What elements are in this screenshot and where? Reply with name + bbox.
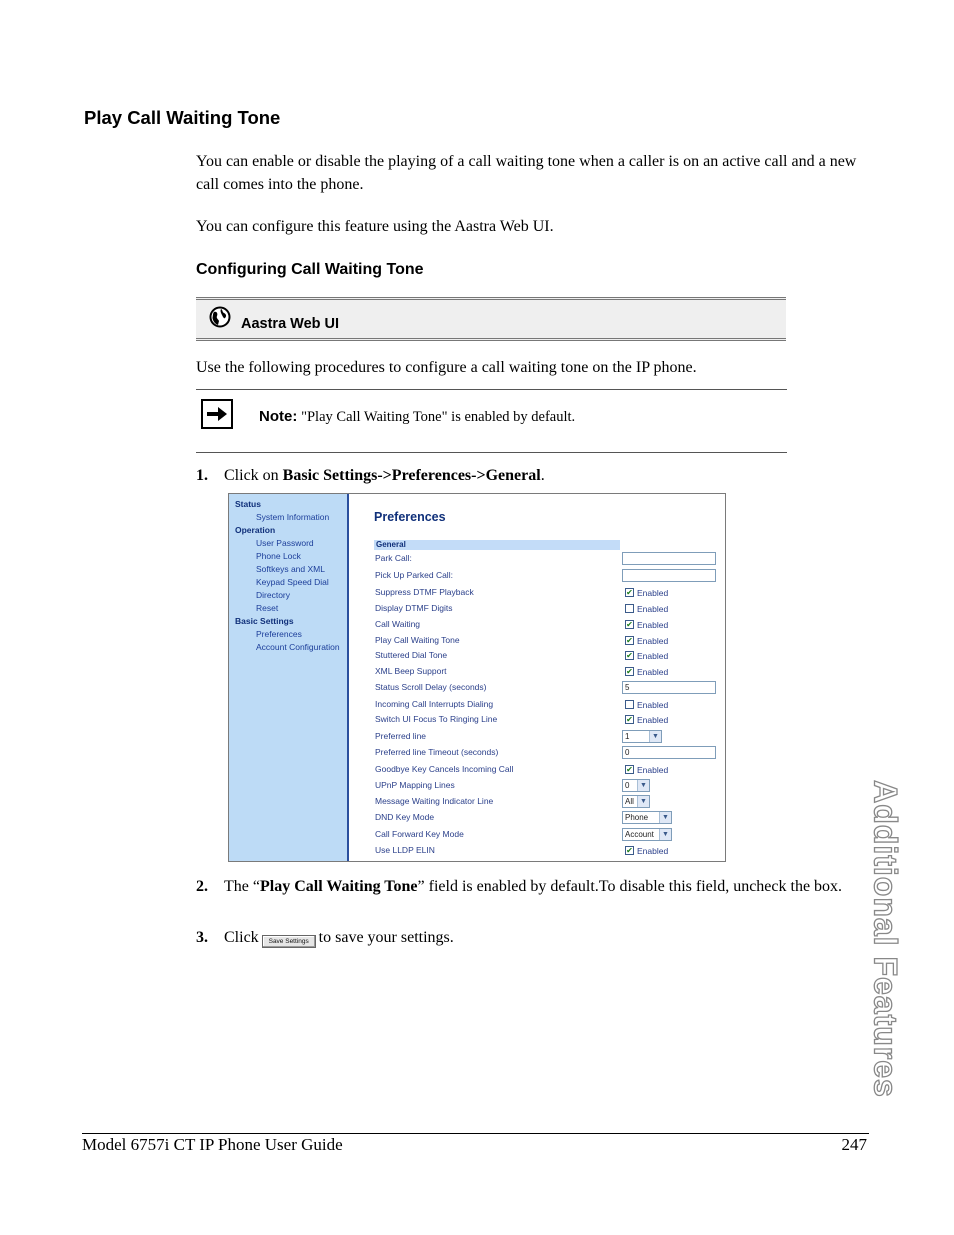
page-number: 247 — [841, 1135, 867, 1154]
sidebar-section: Operation — [235, 525, 276, 535]
setting-label: Park Call: — [375, 553, 412, 563]
step-1 — [196, 465, 876, 487]
chevron-down-icon[interactable]: ▼ — [659, 829, 671, 840]
setting-label: Message Waiting Indicator Line — [375, 796, 494, 806]
setting-dropdown[interactable] — [622, 795, 650, 808]
step-emphasis: Basic Settings->Preferences->General — [282, 467, 541, 484]
setting-label: Pick Up Parked Call: — [375, 570, 453, 580]
save-settings-button[interactable]: Save Settings — [262, 935, 316, 948]
setting-checkbox[interactable]: ✔ — [626, 651, 633, 660]
checkbox-label: Enabled — [637, 636, 669, 646]
webui-main — [349, 494, 725, 861]
config-paragraph: You can configure this feature using the Aastra Web UI. — [196, 218, 554, 235]
setting-label: Incoming Call Interrupts Dialing — [375, 699, 494, 709]
step-text: Click on — [224, 467, 283, 484]
setting-text-input[interactable] — [622, 569, 716, 582]
chevron-down-icon[interactable]: ▼ — [637, 780, 649, 791]
dropdown-value: 1 — [625, 732, 630, 741]
setting-checkbox[interactable]: ✔ — [626, 620, 633, 629]
setting-text-input[interactable] — [622, 552, 716, 565]
chapter-side-tab-label: Additional Features — [867, 780, 904, 1098]
step-emphasis: Play Call Waiting Tone — [259, 878, 418, 895]
setting-label: DND Key Mode — [375, 812, 435, 822]
step-number: 2. — [196, 878, 208, 895]
step-text: The “ — [224, 878, 260, 895]
checkbox-label: Enabled — [637, 700, 669, 710]
sidebar-section: Basic Settings — [235, 616, 294, 626]
step-2 — [196, 876, 876, 922]
setting-label: Call Forward Key Mode — [375, 829, 464, 839]
section-title: Play Call Waiting Tone — [84, 107, 281, 128]
sidebar-link[interactable]: Softkeys and XML — [256, 564, 325, 574]
setting-dropdown[interactable] — [622, 828, 672, 841]
chevron-down-icon[interactable]: ▼ — [649, 731, 661, 742]
step-text: ” field is enabled by default.To disable this field, uncheck the box. — [417, 878, 843, 895]
checkbox-label: Enabled — [637, 667, 669, 677]
footer-title: Model 6757i CT IP Phone User Guide — [82, 1135, 343, 1154]
step-3 — [196, 927, 876, 949]
setting-checkbox[interactable]: ✔ — [626, 588, 633, 597]
setting-checkbox[interactable]: ✔ — [626, 765, 633, 774]
webui-banner — [196, 297, 786, 341]
setting-label: Display DTMF Digits — [375, 603, 453, 613]
setting-label: UPnP Mapping Lines — [375, 780, 455, 790]
setting-dropdown[interactable] — [622, 779, 650, 792]
setting-label: Play Call Waiting Tone — [375, 635, 460, 645]
setting-label: Stuttered Dial Tone — [375, 650, 448, 660]
sidebar-section: Status — [235, 499, 261, 509]
sidebar-link[interactable]: System Information — [256, 512, 330, 522]
sidebar-link[interactable]: User Password — [256, 538, 314, 548]
webui-page-title: Preferences — [374, 510, 446, 524]
sidebar-link[interactable]: Keypad Speed Dial — [256, 577, 329, 587]
setting-label: Status Scroll Delay (seconds) — [375, 682, 487, 692]
step-number: 3. — [196, 929, 208, 946]
note-text: "Play Call Waiting Tone" is enabled by default. — [301, 409, 576, 425]
sidebar-link[interactable]: Directory — [256, 590, 291, 600]
setting-text-input[interactable]: 5 — [622, 681, 716, 694]
subsection-title: Configuring Call Waiting Tone — [196, 261, 424, 278]
step-number: 1. — [196, 467, 208, 484]
setting-label: Use LLDP ELIN — [375, 845, 435, 855]
checkbox-label: Enabled — [637, 651, 669, 661]
setting-checkbox[interactable]: ✔ — [626, 667, 633, 676]
procedure-intro: Use the following procedures to configure a call waiting tone on the IP phone. — [196, 359, 697, 376]
note-bottom-rule — [196, 452, 787, 453]
step-text: Click — [224, 929, 259, 946]
note-top-rule — [196, 389, 787, 390]
dropdown-value: Account — [625, 830, 654, 839]
intro-paragraph: You can enable or disable the playing of a call waiting tone when a caller is on an active call and a new call comes into the phone. — [196, 153, 857, 193]
checkbox-label: Enabled — [637, 604, 669, 614]
setting-text-input[interactable]: 0 — [622, 746, 716, 759]
setting-label: Switch UI Focus To Ringing Line — [375, 714, 498, 724]
checkbox-label: Enabled — [637, 715, 669, 725]
chevron-down-icon[interactable]: ▼ — [659, 812, 671, 823]
setting-dropdown[interactable] — [622, 730, 662, 743]
chapter-side-tab — [860, 769, 910, 1109]
dropdown-value: 0 — [625, 781, 630, 790]
webui-sidebar — [229, 494, 349, 861]
note — [259, 408, 575, 426]
step-text: . — [540, 467, 545, 484]
setting-label: Goodbye Key Cancels Incoming Call — [375, 764, 514, 774]
checkbox-label: Enabled — [637, 588, 669, 598]
setting-label: Preferred line Timeout (seconds) — [375, 747, 499, 757]
sidebar-link[interactable]: Preferences — [256, 629, 302, 639]
dropdown-value: All — [625, 797, 634, 806]
setting-label: XML Beep Support — [375, 666, 447, 676]
footer-rule — [82, 1133, 869, 1134]
webui-banner-label: Aastra Web UI — [241, 316, 340, 332]
sidebar-link[interactable]: Account Configuration — [256, 642, 340, 652]
setting-checkbox[interactable] — [625, 604, 634, 613]
setting-label: Call Waiting — [375, 619, 421, 629]
arrow-right-icon — [201, 399, 233, 429]
webui-screenshot — [228, 493, 726, 862]
globe-icon — [209, 306, 231, 328]
setting-dropdown[interactable] — [622, 811, 672, 824]
note-label: Note: — [259, 408, 298, 425]
checkbox-label: Enabled — [637, 846, 669, 856]
webui-group-header: General — [374, 540, 620, 550]
setting-checkbox[interactable] — [625, 700, 634, 709]
step-text: to save your settings. — [318, 929, 454, 946]
setting-label: Suppress DTMF Playback — [375, 587, 474, 597]
sidebar-link[interactable]: Phone Lock — [256, 551, 301, 561]
setting-checkbox[interactable]: ✔ — [626, 636, 633, 645]
dropdown-value: Phone — [625, 813, 649, 822]
checkbox-label: Enabled — [637, 620, 669, 630]
sidebar-link[interactable]: Reset — [256, 603, 279, 613]
checkbox-label: Enabled — [637, 765, 669, 775]
chevron-down-icon[interactable]: ▼ — [637, 796, 649, 807]
setting-checkbox[interactable]: ✔ — [626, 846, 633, 855]
setting-checkbox[interactable]: ✔ — [626, 715, 633, 724]
setting-label: Preferred line — [375, 731, 427, 741]
